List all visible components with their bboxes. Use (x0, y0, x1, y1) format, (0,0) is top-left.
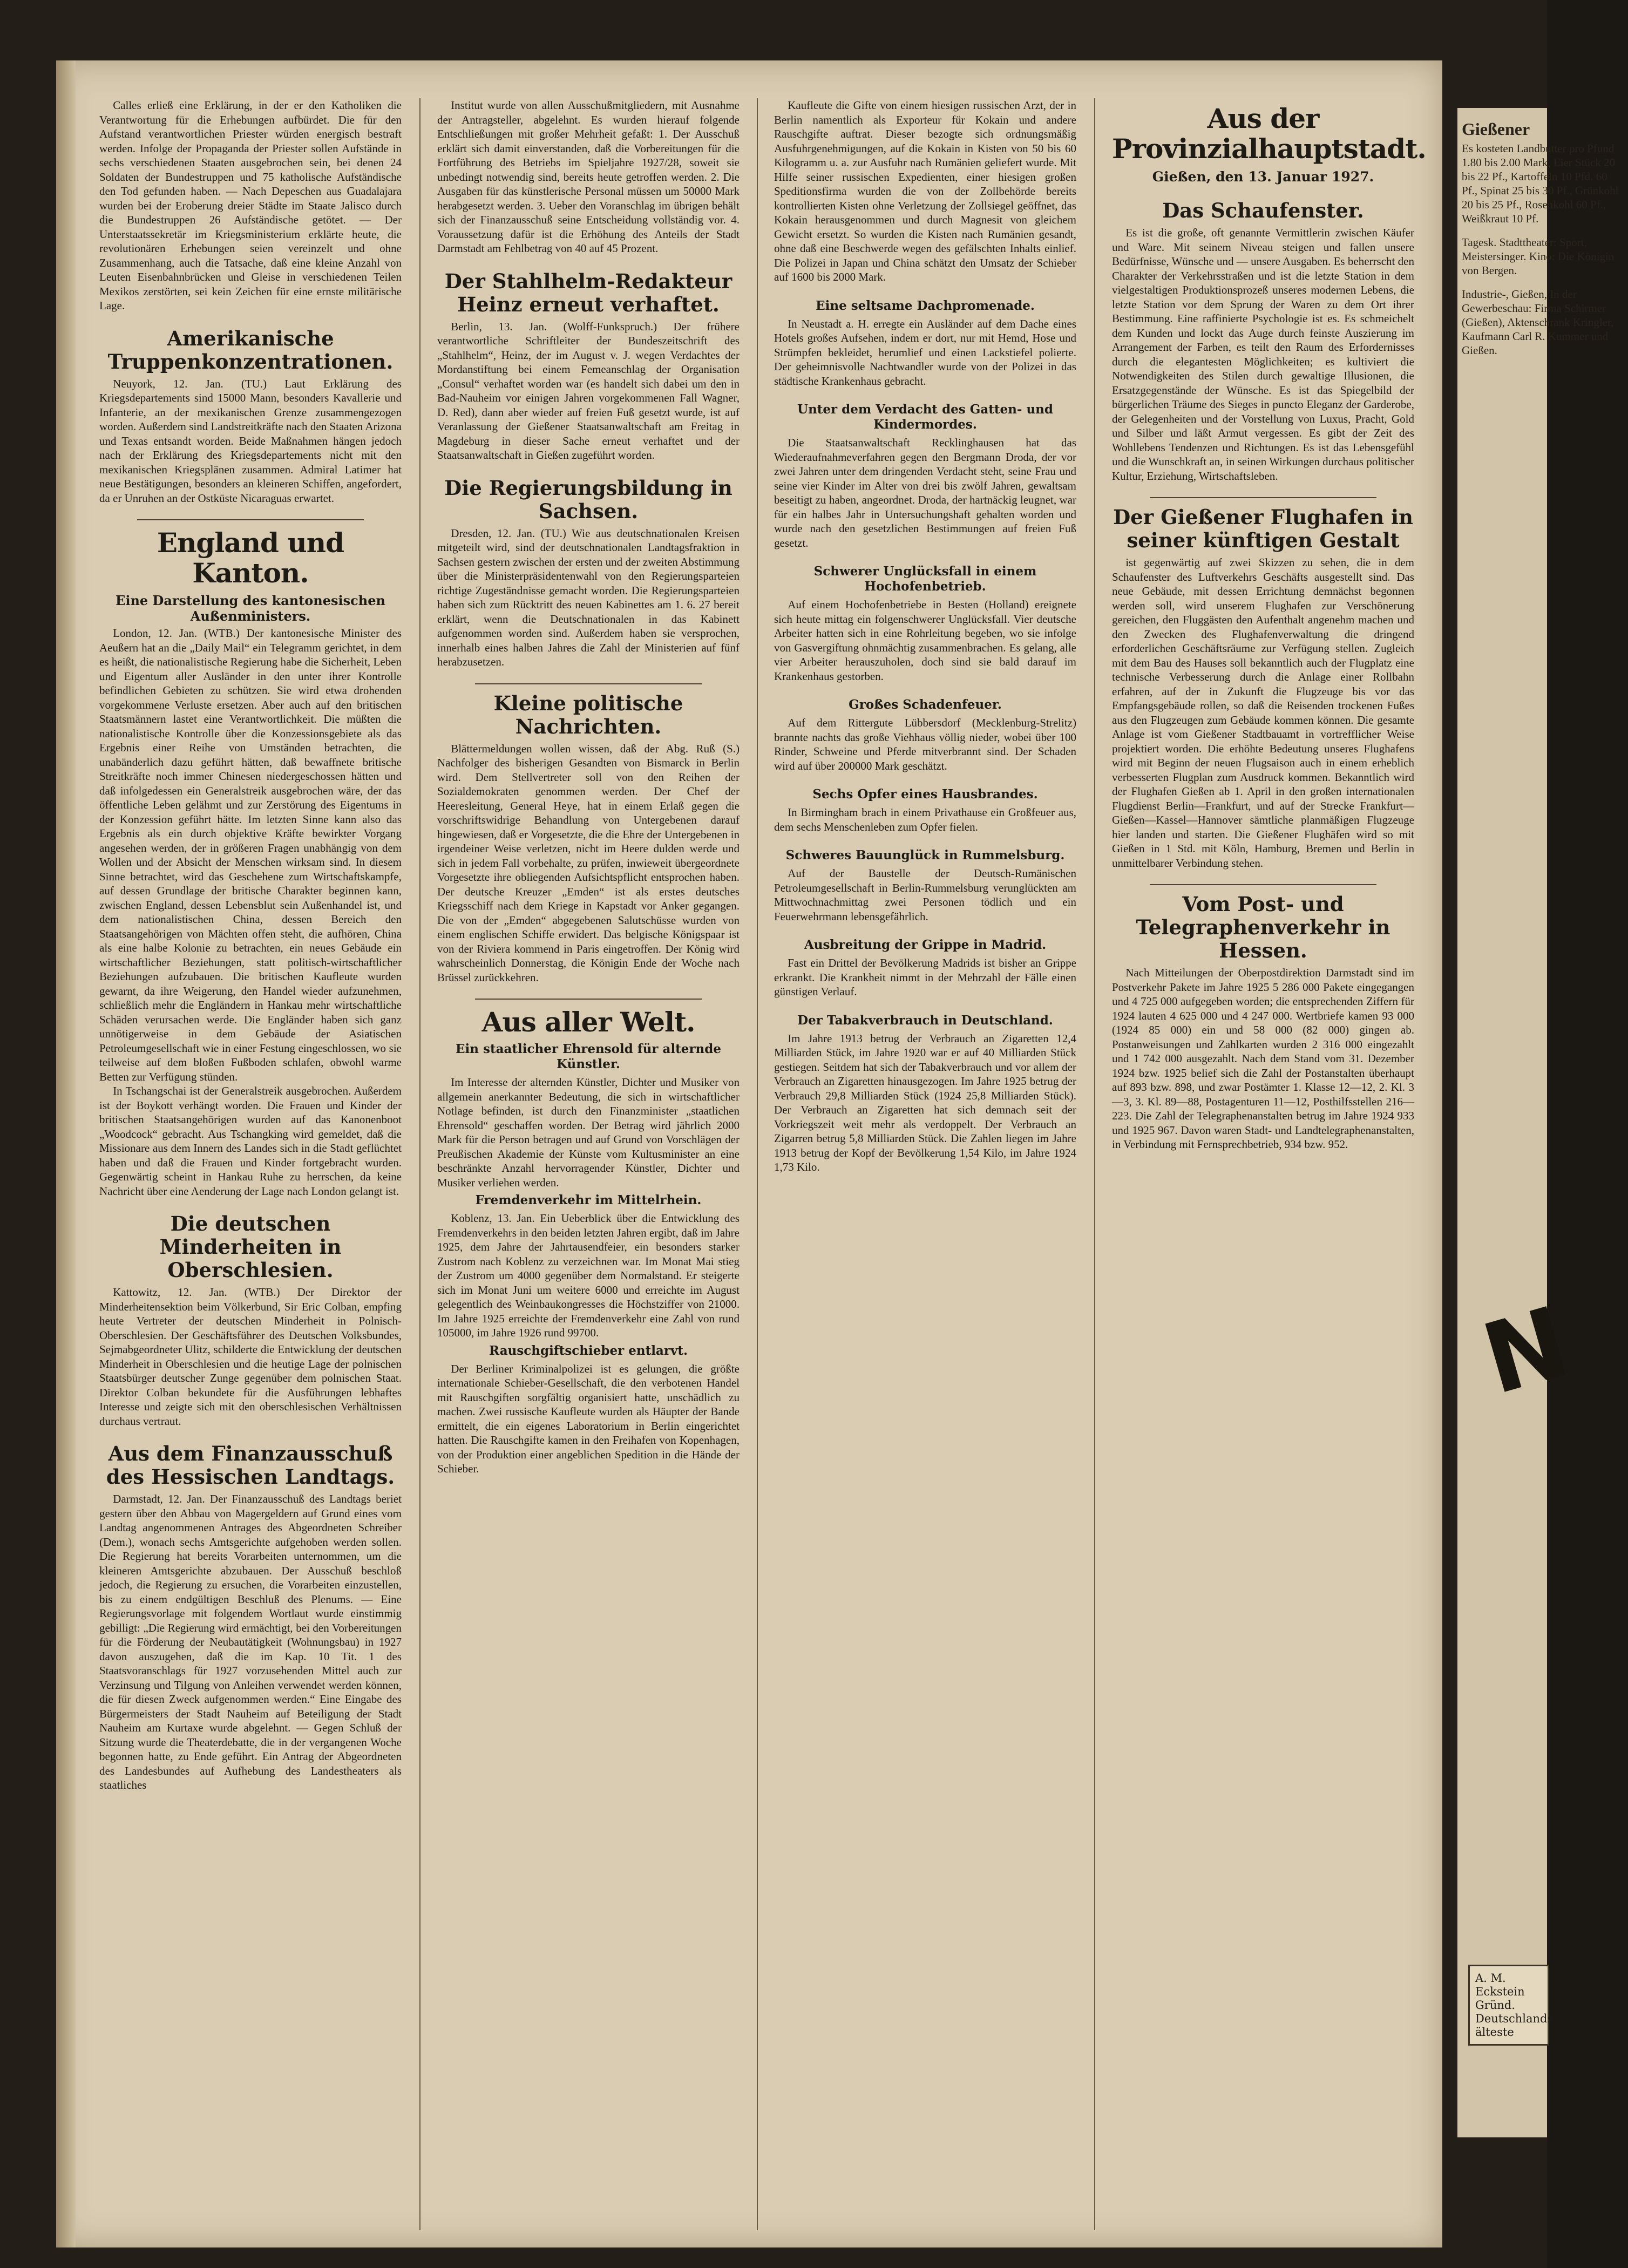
article-saxony (437, 477, 740, 669)
facing-page-heading: Gießener (1462, 119, 1530, 139)
article-furnace-accident (774, 564, 1076, 683)
article-subheadline: Unter dem Verdacht des Gatten- und Kindermordes. (797, 402, 1053, 432)
article-headline: Amerikanische Truppenkonzentrationen. (107, 326, 394, 374)
column-2 (437, 98, 740, 2236)
article-subheadline: Ein staatlicher Ehrensold für alternde Künstler. (456, 1042, 721, 1071)
facing-page-block: Industrie-, Gießen, In der Gewerbeschau: Firma Schirmer (Gießen), Aktenschrank Kringler, Kaufmann Carl R. Kummer und Gießen. (1462, 288, 1614, 357)
column-4 (1112, 98, 1426, 2236)
article-text: Dresden, 12. Jan. (TU.) Wie aus deutschnationalen Kreisen mitgeteilt wird, sind der deutschnationalen Landtagsfraktion in Sachsen gestern zwischen der ersten und der zweiten Abstimmung über die Ministerpräsidentenwahl von den Regierungsparteien richtige Zugeständnisse gemacht worden. Die Regierungsparteien haben sich zum Rücktritt des neuen Kabinettes am 1. 6. 27 bereit erklärt, wenn die Deutschnationalen in das Kabinett aufgenommen worden sind. Außerdem haben sie versprochen, innerhalb eines halben Jahres die Zahl der Ministerien auf fünf herabzusetzen. (437, 526, 740, 668)
article-mexico (99, 98, 402, 313)
advertisement-lettering: N (1471, 1287, 1577, 1417)
article-text: Im Jahre 1913 betrug der Verbrauch an Zigaretten 12,4 Milliarden Stück, im Jahre 1920 war er auf 40 Milliarden Stück gestiegen. Seitdem hat sich der Tabakverbrauch und vor allem der Verbrauch an Zigaretten hinausgezogen. Im Jahre 1925 betrug der Verbrauch 29,8 Milliarden Stück (1924 25,8 Milliarden Stück). Der Verbrauch an Zigaretten hat sich demnach seit der Vorkriegszeit weit mehr als verdoppelt. Der Verbrauch an Zigarren betrug 5,8 Milliarden Stück. Die Zahlen liegen im Jahre 1913 betrug der Kopf der Bevölkerung 1,54 Kilo, im Jahre 1924 1,73 Kilo. (774, 1031, 1076, 1173)
article-subheadline: Fremdenverkehr im Mittelrhein. (475, 1193, 702, 1207)
article-construction-accident (774, 848, 1076, 924)
article-aus-aller-welt (437, 1007, 740, 1476)
article-finance-committee (99, 1442, 402, 1792)
article-subheadline: Eine Darstellung des kantonesischen Außenministers. (116, 593, 385, 624)
newspaper-page (56, 60, 1442, 2247)
binding-gutter (56, 60, 76, 2247)
article-minorities (99, 1212, 402, 1428)
article-headline: Die deutschen Minderheiten in Oberschlesien. (159, 1212, 342, 1282)
article-text: Der Berliner Kriminalpolizei ist es gelungen, die größte internationale Schieber-Gesellschaft, die den verbotenen Handel mit Rauschgiften sorgfältig organisiert hatte, unschädlich zu machen. Zwei russische Kaufleute wurden als Häupter der Bande ermittelt, die ein eigenes Laboratorium in Berlin eingerichtet hatten. Die Rauschgifte kamen in den Freihafen von Kopenhagen, von der Produktion einer angeblichen Spedition in die Hände der Schieber. (437, 1362, 740, 1475)
article-text: In Neustadt a. H. erregte ein Ausländer auf dem Dache eines Hotels großes Aufsehen, indem er dort, nur mit Hemd, Hose und Strümpfen bekleidet, herumlief und einen Lackstiefel polierte. Der geheimnisvolle Nachtwandler wurde von der Polizei in das städtische Krankenhaus gebracht. (774, 317, 1076, 388)
article-headline: Vom Post- und Telegraphenverkehr in Hessen. (1136, 892, 1390, 962)
article-shop-window (1112, 199, 1414, 483)
article-text: Institut wurde von allen Ausschußmitgliedern, mit Ausnahme der Antragsteller, abgelehnt. Es wurden hierauf folgende Entschließungen mit großer Mehrheit gefaßt: 1. Der Ausschuß erklärt sich damit einverstanden, daß die Vorbereitungen für die Fortführung des Betriebs im Spieljahre 1927/28, soweit sie unbedingt notwendig sind, bereits heute getroffen werden. 2. Die Ausgaben für das künstlerische Personal müssen um 50000 Mark herabgesetzt werden. 3. Ueber den Voranschlag im übrigen behält sich der Finanzausschuß seine Entscheidung vollständig vor. 4. Voraussetzung dafür ist die Erhöhung des Anteils der Stadt Darmstadt am Fehlbetrag von 40 auf 45 Prozent. (437, 99, 740, 255)
article-drug-smugglers (774, 98, 1076, 284)
article-tobacco (774, 1013, 1076, 1174)
article-text: Fast ein Drittel der Bevölkerung Madrids ist bisher an Grippe erkrankt. Die Krankheit nimmt in der Mehrzahl der Fälle einen günstigen Verlauf. (774, 956, 1076, 998)
article-headline: Die Regierungsbildung in Sachsen. (444, 476, 732, 523)
article-headline: Aus dem Finanzausschuß des Hessischen Landtags. (106, 1442, 395, 1489)
article-text: In Tschangschai ist der Generalstreik ausgebrochen. Außerdem ist der Boykott verhängt worden. Die Frauen und Kinder der britischen Staatsangehörigen wurden auf das Kanonenboot „Woodcock“ gebracht. Aus Tschangking wird gemeldet, daß die Missionare aus dem Innern des Landes sich in die Stadt geflüchtet haben und daß die Frauen und Kinder fortgebracht wurden. Gegenwärtig scheint in Hankau Ruhe zu herrschen, da keine Nachricht über eine Aenderung der Lage nach London gelangt ist. (99, 1084, 402, 1198)
article-text: Die Staatsanwaltschaft Recklinghausen hat das Wiederaufnahmeverfahren gegen den Bergmann Droda, der vor zwei Jahren unter dem dringenden Verdacht steht, seine Frau und seine vier Kinder im Alter von drei bis zwölf Jahren, gewaltsam beseitigt zu haben, angeordnet. Droda, der hartnäckig leugnet, war für ein halbes Jahr in Untersuchungshaft gehalten worden und wurde nach den gesetzlichen Bestimmungen auf freien Fuß gesetzt. (774, 436, 1076, 549)
column-rule (1094, 98, 1095, 2230)
column-rule (757, 98, 758, 2230)
column-3 (774, 98, 1076, 2236)
article-headline: Der Stahlhelm-Redakteur Heinz erneut verhaftet. (444, 269, 732, 316)
section-separator (1150, 884, 1376, 885)
facing-page-text (1457, 108, 1628, 378)
article-subheadline: Schweres Bauunglück in Rummelsburg. (785, 848, 1065, 863)
article-text: Calles erließ eine Erklärung, in der er den Katholiken die Verantwortung für die Erhebungen aufbürdet. Die für den Aufstand verantwortlichen Priester würden energisch bestraft werden. Infolge der Propaganda der Priester sollen Aufstände in sechs verschiedenen Staaten ausgebrochen sein, bei denen 24 Soldaten der Bundestruppen und 75 katholische Aufständische den Tod gefunden haben. — Nach Depeschen aus Guadalajara wurden bei der Eroberung dreier Städte im Staate Jalisco durch die Bundestruppen 26 Aufständische getötet. — Der Unterstaatssekretär im Kriegsministerium erklärte heute, die revolutionären Erhebungen seien vereinzelt und ohne Zusammenhang, auch die Tatsache, daß eine kleine Anzahl von Leuten Eisenbahnbrücken und Gleise in verschiedenen Teilen Mexikos zerstörten, sei kein Zeichen für eine ernste militärische Lage. (99, 99, 402, 312)
column-1 (99, 98, 402, 2236)
article-theater-continued (437, 98, 740, 256)
article-subheadline: Eine seltsame Dachpromenade. (816, 298, 1035, 313)
article-subheadline: Sechs Opfer eines Hausbrandes. (812, 787, 1038, 802)
advertisement-tagline: Gründ. Deutschlands älteste (1475, 1999, 1554, 2039)
article-text: Koblenz, 13. Jan. Ein Ueberblick über die Entwicklung des Fremdenverkehrs in den beiden letzten Jahren ergibt, daß im Jahre 1925, dem Jahre der Jahrtausendfeier, ein besonders starker Zustrom nach Koblenz zu verzeichnen war. Im Monat Mai stieg der Zustrom um 4000 gegenüber dem Normalstand. Er steigerte sich im Monat Juni um weitere 6000 und erreichte im August gelegentlich des Weinbaukongresses die Höchstziffer von 21000. Im Jahre 1925 erreichte der Fremdenverkehr eine Zahl von rund 105000, im Jahre 1926 rund 99700. (437, 1212, 740, 1339)
advertisement-name: A. M. Eckstein (1475, 1972, 1525, 1998)
article-house-fire (774, 787, 1076, 834)
section-separator (475, 999, 702, 1000)
article-headline: Kleine politische Nachrichten. (493, 691, 683, 738)
article-flu-madrid (774, 938, 1076, 999)
dateline: Gießen, den 13. Januar 1927. (1152, 169, 1374, 185)
article-text: Blättermeldungen wollen wissen, daß der Abg. Ruß (S.) Nachfolger des bisherigen Gesandten von Bismarck in Berlin wird. Dem Stellvertreter soll von den Reihen der Sozialdemokraten genommen werden. Der Chef der Heeresleitung, General Heye, hat in einem Erlaß gegen die vorschriftswidrige Behandlung von Untergebenen darauf hingewiesen, daß er Vorgesetzte, die die Ehre der Untergebenen in irgendeiner Weise verletzen, nicht im Heere dulden werde und sich in jedem Fall vorbehalte, zu prüfen, inwieweit übergeordnete Vorgesetzte ihre obliegenden Aufsichtspflicht entsprochen haben. Der deutsche Kreuzer „Emden“ ist als erstes deutsches Kriegsschiff nach dem Kriege in Kapstadt vor Anker gegangen. Die von der „Emden“ abgegebenen Salutschüsse wurden von einem englischen Schiffe erwidert. Das belgische Königspaar ist von der Riviera kommend in Paris eingetroffen. Der König wird wahrscheinlich Donnerstag, die Königin Ende der Woche nach Brüssel zurückkehren. (437, 742, 740, 984)
column-rule (419, 98, 420, 2230)
article-headline: Der Gießener Flughafen in seiner künftigen Gestalt (1113, 505, 1413, 552)
article-text: Auf einem Hochofenbetriebe in Besten (Holland) ereignete sich heute mittag ein folgenschwerer Unglücksfall. Vier deutsche Arbeiter hatten sich in eine Rohrleitung begeben, wo sie infolge von Gasvergiftung ohnmächtig zusammenbrachen. Es gelang, alle vier Arbeiter herauszuholen, doch sind sie bald darauf im Krankenhaus gestorben. (774, 598, 1076, 683)
article-headline: Das Schaufenster. (1162, 199, 1364, 222)
article-fire (774, 697, 1076, 773)
article-murder-suspicion (774, 402, 1076, 550)
section-separator (475, 683, 702, 684)
article-text: London, 12. Jan. (WTB.) Der kantonesische Minister des Aeußern hat an die „Daily Mail“ ein Telegramm gerichtet, in dem es heißt, die nationalistische Regierung habe die Sicherheit, Leben und Eigentum aller Ausländer in den unter ihrer Kontrolle befindlichen Gebieten zu schützen. Sie wird etwa drohenden vorgekommene Verluste ersetzen. Aber auch auf den britischen Staatsmännern lastet eine Verantwortlichkeit. Die müßten die nationalistische Kontrolle über die Konzessionsgebiete als das Ergebnis einer Reihe von Umständen betrachten, die unabänderlich dazu geführt hätten, daß bewaffnete britische Streitkräfte noch immer Chinesen niedergeschossen hätten und daß infolgedessen ein Generalstreik ausgebrochen wäre, der das öffentliche Leben gelähmt und zur Zerstörung des Eigentums in der Konzession geführt hätte. Im letzten Sinne kann also das Ergebnis als ein durch objektive Kräfte bewirkter Vorgang angesehen werden, der in größeren Fragen unabhängig von dem Wollen und der Absicht der Menschen wirksam sind. In diesem Sinne betrachtet, wird das Geschehene zum Wirtschaftskampfe, auf dessen Grundlage der britische Charakter beginnen kann, zwischen England, dessen Lebensblut sein Außenhandel ist, und dem nationalistischen China, dessen Bereich den Staatsangehörigen von Mächten offen steht, die aufhören, China als eine halbe Kolonie zu betrachten, ein neues Gebäude ein wirtschaftlicher Beziehungen, statt politisch-wirtschaftlicher Beziehungen aufzubauen. Die britischen Kaufleute wurden gewarnt, da ihre Weigerung, den Handel wieder aufzunehmen, schließlich mehr die Engländern in Hankau mehr wirtschaftliche Schäden verursachen werde. Die Engländer haben sich ganz unnötigerweise in dem Gebäude der Asiatischen Petroleumgesellschaft wie in einer Festung eingeschlossen, wo sie teilweise auf dem bloßen Fußboden schlafen, obwohl warme Betten zur Verfügung stünden. (99, 627, 402, 1083)
article-headline: England und Kanton. (157, 527, 344, 589)
article-england-kanton (99, 528, 402, 1198)
article-airport (1112, 506, 1414, 870)
article-subheadline: Rauschgiftschieber entlarvt. (489, 1343, 688, 1358)
facing-page-sliver (1457, 108, 1619, 2137)
article-text: Kaufleute die Gifte von einem hiesigen russischen Arzt, der in Berlin namentlich als Exporteur für Kokain und andere Rauschgifte auftrat. Dieser bezogte sich ordnungsmäßig Ausfuhrgenehmigungen, auf die Kokain in Kisten von 50 bis 60 Kilogramm u. a. zur Ausfuhr nach Rumänien geliefert wurde. Mit Hilfe seiner russischen Expedienten, einer hiesigen großen Speditionsfirma wurden die von der Zollbehörde bereits kontrollierten Kisten ohne Verletzung der Zollsiegel geöffnet, das Kokain herausgenommen und durch Magnesit von gleichem Gewicht ersetzt. So wurden die Kisten nach Rumänien gesandt, ohne daß eine Beschwerde wegen des gefälschten Inhalts einlief. Die Polizei in Japan und China schätzt den Umsatz der Schieber auf 1600 bis 2000 Mark. (774, 99, 1076, 283)
article-text: Im Interesse der alternden Künstler, Dichter und Musiker von allgemein anerkannter Bedeutung, die sich in wirtschaftlicher Notlage befinden, ist durch den Finanzminister „staatlichen Ehrensold“ geschaffen worden. Der Betrag wird jährlich 2000 Mark für die Person betragen und auf Grund von Vorschlägen der Preußischen Akademie der Künste vom Kultusminister an eine beschränkte Anzahl hervorragender Künstler, Dichter und Musiker verliehen werden. (437, 1076, 740, 1189)
article-subheadline: Schwerer Unglücksfall in einem Hochofenbetrieb. (813, 564, 1037, 594)
article-stahlhelm (437, 270, 740, 463)
section-headline: Aus der Provinzialhauptstadt. (1112, 103, 1426, 165)
article-us-troops (99, 327, 402, 506)
article-text: Darmstadt, 12. Jan. Der Finanzausschuß des Landtags beriet gestern über den Abbau von Magergeldern auf Grund eines vom Landtag angenommenen Antrages des Abgeordneten Schreiber (Dem.), wonach sechs Amtsgerichte aufgehoben werden sollen. Die Regierung hat bereits Vorarbeiten unternommen, um die kleineren Amtsgerichte abzubauen. Der Ausschuß beschloß jedoch, die Regierung zu ersuchen, die Vorarbeiten einzustellen, bis zu einem endgültigen Beschluß des Plenums. — Eine Regierungsvorlage mit folgendem Wortlaut wurde einstimmig gebilligt: „Die Regierung wird ermächtigt, bei den Vorbereitungen für die Förderung der Neubautätigkeit (Wohnungsbau) in 1927 davon auszugehen, daß die im Kap. 10 Tit. 1 des Staatsvoranschlags für 1927 vorzusehenden Mittel auch zur Verzinsung und Tilgung von Anleihen verwendet werden können, die für diesen Zweck aufgenommen werden.“ Eine Eingabe des Bürgermeisters der Stadt Nauheim auf Beteiligung der Stadt Nauheim am Kurtaxe wurde abgelehnt. — Gegen Schluß der Sitzung wurde die Theaterdebatte, die in der vergangenen Woche begonnen hatte, zu Ende geführt. Ein Antrag der Abgeordneten des Landesbundes auf Aufhebung des Landestheaters als staatliches (99, 1492, 402, 1791)
article-text: Berlin, 13. Jan. (Wolff-Funkspruch.) Der frühere verantwortliche Schriftleiter der Bundeszeitschrift des „Stahlhelm“, Heinz, der im August v. J. wegen Verdachtes der Mordanstiftung bei einem Femeanschlag der Organisation „Consul“ verhaftet worden war (es handelt sich dabei um den in Bad-Nauheim vor einigen Jahren vorgekommenen Fall Wagner, D. Red), dann aber wieder auf freien Fuß gesetzt wurde, ist auf Veranlassung der Gießener Staatsanwaltschaft am Freitag in Magdeburg in dieser Sache erneut verhaftet und der Staatsanwaltschaft in Gießen zugeführt worden. (437, 320, 740, 461)
article-subheadline: Großes Schadenfeuer. (849, 697, 1002, 712)
advertisement-box (1468, 1965, 1554, 2046)
article-text: Auf dem Rittergute Lübbersdorf (Mecklenburg-Strelitz) brannte nachts das große Viehhaus völlig nieder, wobei über 100 Rinder, Schweine und Pferde mitverbrannt sind. Der Schaden wird auf über 200000 Mark geschätzt. (774, 716, 1076, 772)
article-subheadline: Der Tabakverbrauch in Deutschland. (797, 1013, 1053, 1028)
section-separator (137, 519, 364, 520)
article-text: Kattowitz, 12. Jan. (WTB.) Der Direktor der Minderheitensektion beim Völkerbund, Sir Eric Colban, empfing heute Vertreter der deutschen Minderheit in Polnisch-Oberschlesien. Der Geschäftsführer des Deutschen Volksbundes, Sejmabgeordneter Ulitz, schilderte die Entwicklung der deutschen Minderheit in Oberschlesien und die heutige Lage der polnischen Staatsbürger deutscher Zunge gegenüber dem polnischen Staat. Direktor Colban bekundete für die Ausführungen lebhaftes Interesse und zeigte sich mit den oberschlesischen Verhältnissen durchaus vertraut. (99, 1286, 402, 1428)
article-subheadline: Ausbreitung der Grippe in Madrid. (804, 938, 1047, 952)
article-text: Auf der Baustelle der Deutsch-Rumänischen Petroleumgesellschaft in Berlin-Rummelsburg verunglückten am Mittwochnachmittag zwei Personen tödlich und ein Feuerwehrmann lebensgefährlich. (774, 867, 1076, 923)
article-text: ist gegenwärtig auf zwei Skizzen zu sehen, die in dem Schaufenster des Luftverkehrs Geschäfts ausgestellt sind. Das neue Gebäude, mit dessen Errichtung demnächst begonnen werden soll, wird unserem Flughafen zur Verschönerung gereichen, den Fluggästen den Aufenthalt angenehm machen und den Zwecken des Flughafenverwaltung die dringend erforderlichen Geschäftsräume zur Verfügung stellen. Zugleich mit dem Bau des Hauses soll bekanntlich auch der Flugplatz eine technische Verbesserung durch die Anlage einer Rollbahn erfahren, auf der in Zukunft die Flugzeuge bis vor das Empfangsgebäude rollen, so daß die Reisenden trockenen Fußes aus den Flugzeugen zum Gebäude kommen können. Die gesamte Anlage ist vom Gießener Stadtbauamt in vortrefflicher Weise projektiert worden. Die erhöhte Bedeutung unseres Flughafens wird mit Beginn der neuen Flugsaison auch in einem erheblich verbesserten Flugplan zum Ausdruck kommen. Bekanntlich wird der Flughafen Gießen ab 1. April in den großen internationalen Flugdienst Berlin—Frankfurt, und auf der Strecke Frankfurt—Gießen—Kassel—Hannover sämtliche planmäßigen Flugzeuge hier landen und starten. Die Gießener Flughäfen wird so mit Gießen in 1 Std. mit Köln, Hamburg, Bremen und Berlin in unmittelbarer Verbindung stehen. (1112, 556, 1414, 870)
article-headline: Aus aller Welt. (481, 1006, 695, 1038)
facing-page-block: Es kosteten Landbutter pro Pfund 1.80 bis 2.00 Mark, Eier Stück 20 bis 22 Pf., Kartoffeln 10 Pfd. 60 Pf., Spinat 25 bis 30 Pf., Grünkohl 20 bis 25 Pf., Rosenkohl 60 Pf., Weißkraut 10 Pf. (1462, 142, 1619, 225)
article-text: Nach Mitteilungen der Oberpostdirektion Darmstadt sind im Postverkehr Pakete im Jahre 1925 5 286 000 Pakete eingegangen und 4 725 000 aufgegeben worden; die entsprechenden Ziffern für 1924 lauten 4 625 000 und 4 247 000. Wertbriefe kamen 93 000 (1924 85 000) ein und 58 000 (82 000) gingen ab. Postanweisungen und Zahlkarten wurden 2 316 000 eingezahlt und 1 742 000 ausgezahlt. Nach dem Stand vom 31. Dezember 1924 bzw. 1925 belief sich die Zahl der Postanstalten überhaupt auf 893 bzw. 898, und zwar Postämter 1. Klasse 12—12, 2. Kl. 3—3, 3. Kl. 89—88, Postagenturen 11—12, Posthilfsstellen 216—223. Die Zahl der Telegraphenanstalten betrug im Jahre 1924 933 und 1925 967. Davon waren Stadt- und Landtelegraphenanstalten, in Verbindung mit Fernsprechbetrieb, 934 bzw. 952. (1112, 966, 1414, 1151)
facing-page-block: Tagesk. Stadttheater: Sport, Meistersinger. Kino: Die Königin von Bergen. (1462, 236, 1615, 277)
article-roof-walk (774, 298, 1076, 389)
section-separator (1150, 497, 1376, 498)
article-political-news (437, 692, 740, 985)
article-text: In Birmingham brach in einem Privathause ein Großfeuer aus, dem sechs Menschenleben zum Opfer fielen. (774, 806, 1076, 833)
article-text: Neuyork, 12. Jan. (TU.) Laut Erklärung des Kriegsdepartements sind 15000 Mann, besonders Kavallerie und Infanterie, an der mexikanischen Grenze zusammengezogen worden. Außerdem sind Landstreitkräfte nach den Staaten Arizona und Texas entsandt worden. Beide Maßnahmen hängen jedoch nach der Erklärung des Kriegsdepartements nicht mit den mexikanischen Kriegsplänen zusammen. Admiral Latimer hat neue Bestätigungen, besonders an kleineren Schiffen, angefordert, da er Unruhen an der Ostküste Nicaraguas erwartet. (99, 377, 402, 505)
article-text: Es ist die große, oft genannte Vermittlerin zwischen Käufer und Ware. Mit seinem Niveau steigen und fallen unsere Bedürfnisse, Wünsche und — unsere Ausgaben. Es beherrscht den Charakter der Verkehrsstraßen und ist die letzte Station in dem vielgestaltigen Produktionsprozeß unseres modernen Lebens, die letzte Station vor dem Sprung der Waren zu dem Ort ihrer Bestimmung. Eine raffinierte Psychologie ist es. Es schmeichelt dem Kunden und lockt das Auge durch feinste Auszierung im Arrangement der Farben, es teilt den Raum des Erfordernisses durch die elegantesten Möglichkeiten; es kultiviert die Notwendigkeiten des Stilen durch gewaltige Illusionen, die Ersatzgegenstände der Wünsche. Es ist das Spiegelbild der bürgerlichen Träume des Sieges in puncto Eleganz der Garderobe, der Gelegenheiten und der Vorstellung von Luxus, Pracht, Gold und Silber und läßt Armut vergessen. Es gibt der Zeit des Wohllebens Tendenzen und Richtungen. Es ist das Lebensgefühl und die Wunschkraft an, in seinen Wirkungen durchaus politischer Kultur, Erziehung, Wirtschaftsleben. (1112, 226, 1414, 483)
article-provincial-capital (1112, 103, 1426, 185)
article-post-telegraph (1112, 893, 1414, 1152)
